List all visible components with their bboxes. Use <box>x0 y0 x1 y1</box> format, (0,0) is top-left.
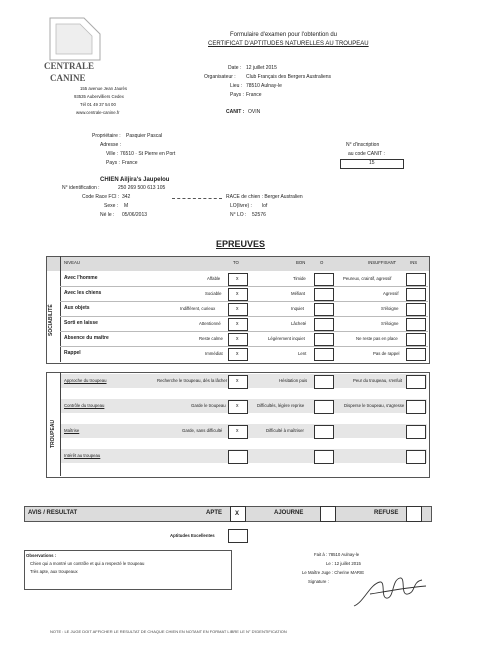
country-value: France <box>246 92 262 98</box>
troupeau-mid-text: Difficulté à maîtriser <box>266 428 304 433</box>
birth-label: Né le : <box>100 212 115 218</box>
troupeau-ins-checkbox[interactable] <box>406 375 426 389</box>
troupeau-bon-checkbox[interactable] <box>314 425 334 439</box>
org-address-2: 93535 Aubervilliers Cedex <box>74 94 124 99</box>
bad-option-text: S'éloigne <box>381 306 399 311</box>
troupeau-ins-checkbox[interactable] <box>406 450 426 464</box>
bon-checkbox[interactable] <box>314 288 334 301</box>
section-sociability-label: SOCIABILITÉ <box>48 304 54 336</box>
troupeau-criterion-label: Contrôle du troupeau <box>64 403 105 408</box>
ins-checkbox[interactable] <box>406 318 426 331</box>
mid-option-text: Méfiant <box>291 291 306 296</box>
ins-checkbox[interactable] <box>406 333 426 346</box>
troupeau-criterion-label: Approche du troupeau <box>64 378 107 383</box>
header-niveau: NIVEAU <box>64 260 80 265</box>
place-label: Lieu : <box>230 83 243 89</box>
footer-note: NOTE : LE JUGE DOIT AFFICHER LE RESULTAT DE CHAQUE CHIEN EN NOTANT EN FORMAT LIBRE LE N° D'IDENTIFICATION <box>50 629 287 634</box>
birth-value: 05/06/2013 <box>122 212 148 218</box>
sociability-criterion-label: Absence du maître <box>64 335 109 341</box>
breed-code-value: 342 <box>122 194 131 200</box>
bon-checkbox[interactable] <box>314 273 334 286</box>
observations-line-1: Chien qui a montré un contrôle et qui a respecté le troupeau <box>30 561 145 566</box>
breed-value: RACE de chien : Berger Australien <box>226 194 303 200</box>
bad-option-text: Agressif <box>383 291 399 296</box>
troupeau-criterion-label: Intérêt au troupeau <box>64 453 101 458</box>
troupeau-checkbox-mark: x <box>236 403 239 409</box>
mid-option-text: Timide <box>293 276 306 281</box>
troupeau-criterion-label: Maîtrise <box>64 428 80 433</box>
sociability-criterion-label: Aux objets <box>64 305 90 311</box>
result-refuse: REFUSE <box>374 510 399 516</box>
logo-line2: CANINE <box>50 73 86 83</box>
category-label: au code CANIT : <box>348 151 385 157</box>
troupeau-bon-checkbox[interactable] <box>314 400 334 414</box>
troupeau-bon-checkbox[interactable] <box>314 375 334 389</box>
org-address-4: www.centrale-canine.fr <box>76 110 120 115</box>
identification-label: N° identification : <box>62 185 100 191</box>
troupeau-checkbox-mark: x <box>236 378 239 384</box>
sociability-criterion-label: Rappel <box>64 350 81 356</box>
troupeau-good-text: Recherche le troupeau, dès la lâcher <box>157 378 228 383</box>
row-separator <box>60 331 428 332</box>
bad-option-text: Ne reste pas en place <box>356 336 398 341</box>
owner-country-label: Pays : <box>106 160 120 166</box>
troupeau-to-checkbox[interactable] <box>228 375 248 389</box>
to-checkbox[interactable] <box>228 333 248 346</box>
sex-label: Sexe : <box>104 203 119 209</box>
inscription-label: N° d'inscription <box>346 142 380 148</box>
signature-date: Le : 12 juillet 2015 <box>326 561 361 566</box>
sex-value: M <box>124 203 129 209</box>
result-apte: APTE <box>206 510 223 516</box>
dog-name-label: CHIEN : <box>100 177 123 183</box>
header-insuffisant: INSUFFISANT <box>368 260 397 265</box>
excellence-checkbox[interactable] <box>228 529 248 543</box>
owner-country-value: France <box>122 160 138 166</box>
signature-place: Fait à : 78510 Aulnay-le <box>314 552 360 557</box>
troupeau-mid-text: Difficultés, légère reprise <box>257 403 305 408</box>
canit-label: CANIT : <box>226 109 245 115</box>
troupeau-ins-checkbox[interactable] <box>406 400 426 414</box>
good-option-text: Attentionné <box>199 321 221 326</box>
header-ins: INS <box>410 260 418 265</box>
ins-checkbox[interactable] <box>406 273 426 286</box>
ins-checkbox[interactable] <box>406 288 426 301</box>
troupeau-bad-text: Disperse le troupeau, s'agresse <box>344 403 405 408</box>
form-title-line1: Formulaire d'examen pour l'obtention du <box>230 32 338 38</box>
organizer-label: Organisateur : <box>204 74 236 80</box>
place-value: 78510 Aulnay-le <box>246 83 282 89</box>
dog-name-value: Ailjira's Jaupelou <box>120 177 170 183</box>
to-checkbox[interactable] <box>228 348 248 361</box>
bad-option-text: Pas de rappel <box>373 351 400 356</box>
identification-value: 250 269 500 613 105 <box>118 185 166 191</box>
owner-label: Propriétaire : <box>92 133 121 139</box>
org-address-3: Tél 01 49 37 54 00 <box>80 102 116 107</box>
checkbox-mark: x <box>236 321 239 327</box>
apte-mark: X <box>235 511 240 517</box>
canit-value: OVIN <box>248 109 261 115</box>
good-option-text: Affable <box>207 276 221 281</box>
category-value: 15 <box>369 160 375 166</box>
breed-code-label: Code Race FCI : <box>82 194 120 200</box>
good-option-text: Sociable <box>205 291 222 296</box>
date-value: 12 juillet 2015 <box>246 65 277 71</box>
troupeau-mid-text: Hésitation puis <box>279 378 308 383</box>
troupeau-good-text: Garde, sans difficulté <box>182 428 223 433</box>
org-address-1: 155 avenue Jean Jaurès <box>80 86 128 91</box>
country-label: Pays : <box>230 92 244 98</box>
owner-value: Pasquier Pascal <box>126 133 163 139</box>
category-field[interactable] <box>340 159 404 169</box>
result-row <box>24 506 432 522</box>
ins-checkbox[interactable] <box>406 303 426 316</box>
lo-book-label: LO(livre) : <box>230 203 252 209</box>
to-checkbox[interactable] <box>228 288 248 301</box>
troupeau-to-checkbox[interactable] <box>228 450 248 464</box>
handwritten-signature-icon <box>350 572 430 612</box>
lo-book-value: lof <box>262 203 268 209</box>
troupeau-to-checkbox[interactable] <box>228 400 248 414</box>
lo-number-label: N° LO : <box>230 212 247 218</box>
logo <box>44 14 106 88</box>
good-option-text: Immédiat <box>205 351 223 356</box>
checkbox-mark: x <box>236 276 239 282</box>
checkbox-mark: x <box>236 336 239 342</box>
checkbox-mark: x <box>236 306 239 312</box>
bon-checkbox[interactable] <box>314 348 334 361</box>
header-bon: BON <box>296 260 306 265</box>
excellence-label: Aptitudes Excellentes <box>170 533 215 538</box>
row-separator <box>60 346 428 347</box>
mid-option-text: Lent <box>298 351 307 356</box>
bad-option-text: Peureux, craintif, agressif <box>343 276 392 281</box>
troupeau-good-text: Garde le troupeau <box>191 403 226 408</box>
observations-title: Observations : <box>26 553 57 558</box>
logo-line1: CENTRALE <box>44 61 95 71</box>
sociability-criterion-label: Sorti en laisse <box>64 320 98 326</box>
lo-number-value: 52576 <box>252 212 266 218</box>
result-label: AVIS / RESULTAT <box>28 510 78 516</box>
to-checkbox[interactable] <box>228 303 248 316</box>
sociability-criterion-label: Avec l'homme <box>64 275 98 281</box>
refuse-checkbox[interactable] <box>406 506 422 522</box>
date-label: Date : <box>228 65 242 71</box>
organizer-value: Club Français des Bergers Australiens <box>246 74 332 80</box>
observations-line-2: Très apte, aux troupeaux <box>30 569 78 574</box>
mid-option-text: Lâcheté <box>291 321 307 326</box>
city-value: 76510 · St Pierre en Port <box>120 151 176 157</box>
bad-option-text: S'éloigne <box>381 321 399 326</box>
signature-label: Signature : <box>308 579 329 584</box>
bon-checkbox[interactable] <box>314 333 334 346</box>
troupeau-bad-text: Peur du troupeau, s'enfuit <box>353 378 403 383</box>
form-title-line2: CERTIFICAT D'APTITUDES NATURELLES AU TROUPEAU <box>208 41 369 47</box>
good-option-text: Reste calme <box>199 336 223 341</box>
mid-option-text: Inquiet <box>291 306 304 311</box>
section-troupeau-label: TROUPEAU <box>50 419 56 448</box>
ajourne-checkbox[interactable] <box>320 506 336 522</box>
epreuves-title: EPREUVES <box>216 239 266 249</box>
mid-option-text: Légèrement inquiet <box>268 336 305 341</box>
breed-dash-line <box>172 198 222 199</box>
row-separator <box>60 316 428 317</box>
troupeau-checkbox-mark: x <box>236 428 239 434</box>
row-separator <box>60 286 428 287</box>
good-option-text: Indifférent, curieux <box>180 306 216 311</box>
to-checkbox[interactable] <box>228 273 248 286</box>
address-label: Adresse : <box>100 142 122 148</box>
city-label: Ville : <box>106 151 119 157</box>
to-checkbox[interactable] <box>228 318 248 331</box>
checkbox-mark: x <box>236 351 239 357</box>
row-separator <box>60 301 428 302</box>
troupeau-to-checkbox[interactable] <box>228 425 248 439</box>
bon-checkbox[interactable] <box>314 303 334 316</box>
checkbox-mark: x <box>236 291 239 297</box>
bon-checkbox[interactable] <box>314 318 334 331</box>
header-to: TO <box>233 260 239 265</box>
troupeau-bon-checkbox[interactable] <box>314 450 334 464</box>
ins-checkbox[interactable] <box>406 348 426 361</box>
result-ajourne: AJOURNE <box>274 510 304 516</box>
header-o: O <box>320 260 324 265</box>
sociability-criterion-label: Avec les chiens <box>64 290 102 296</box>
troupeau-ins-checkbox[interactable] <box>406 425 426 439</box>
apte-checkbox[interactable] <box>230 506 246 522</box>
signature-judge: Le Maître Juge : Cherine MARIE <box>302 570 365 575</box>
